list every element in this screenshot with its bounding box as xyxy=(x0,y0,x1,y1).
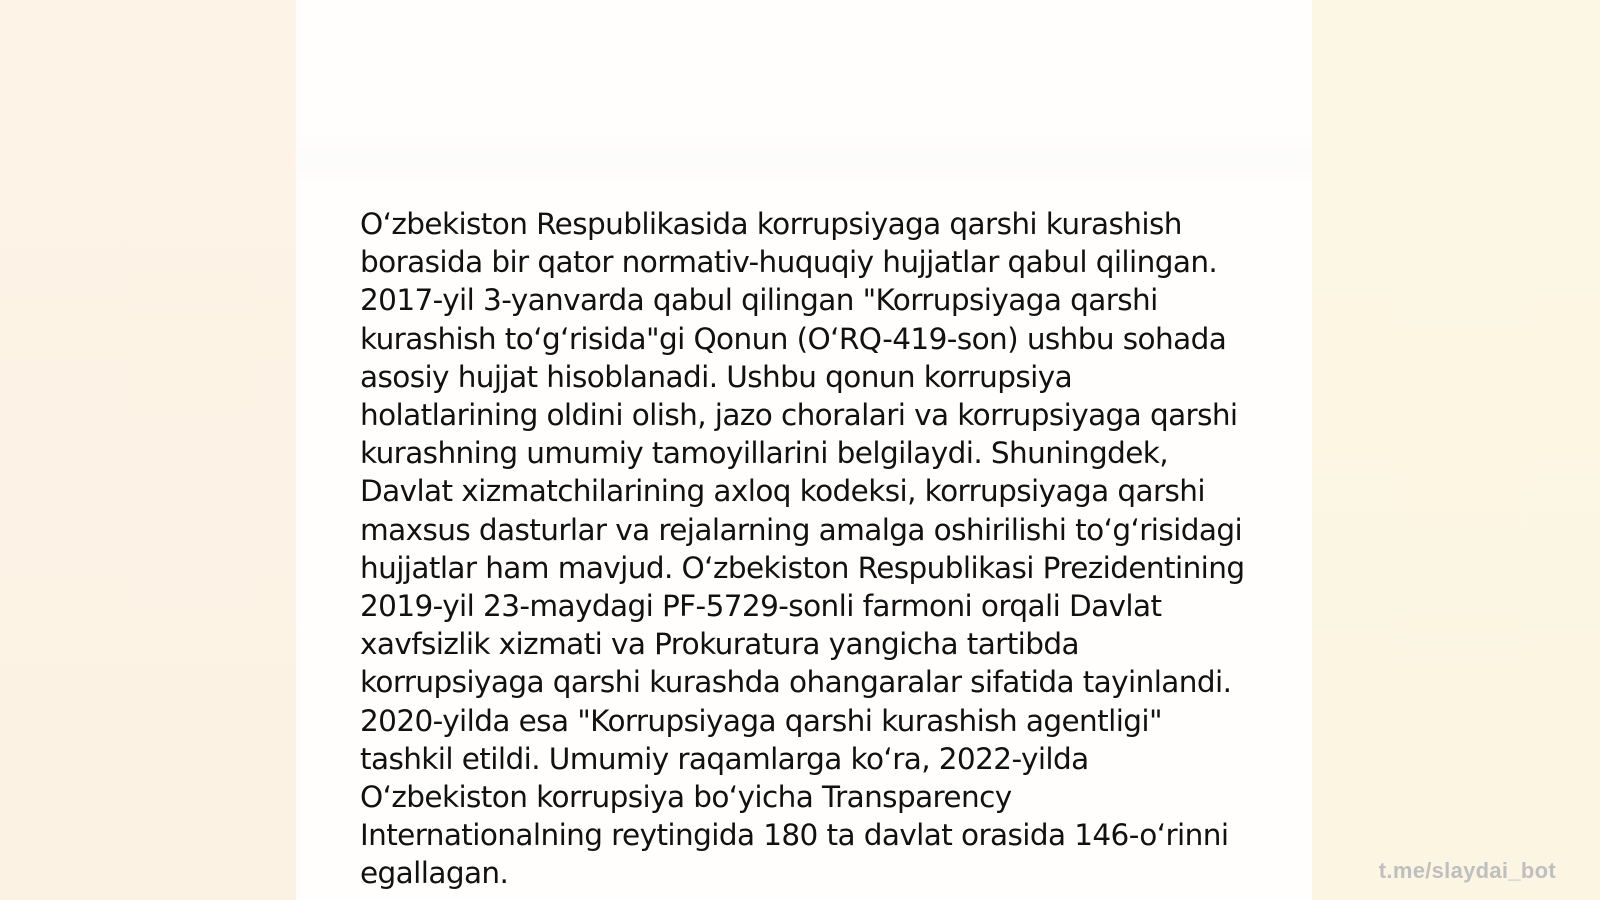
body-paragraph: O‘zbekiston Respublikasida korrupsiyaga qarshi kurashish borasida bir qator normativ-huquqiy hujjatlar qabul qilingan. 2017-yil 3-yanvarda qabul qilingan "Korrupsiyaga qarshi kurashish to‘g‘risida"gi Qonun (O‘RQ-419-son) ushbu sohada asosiy hujjat hisoblanadi. Ushbu qonun korrupsiya holatlarining oldini olish, jazo choralari va korrupsiyaga qarshi kurashning umumiy tamoyillarini belgilaydi. Shuningdek, Davlat xizmatchilarining axloq kodeksi, korrupsiyaga qarshi maxsus dasturlar va rejalarning amalga oshirilishi to‘g‘risidagi hujjatlar ham mavjud. O‘zbekiston Respublikasi Prezidentining 2019-yil 23-maydagi PF-5729-sonli farmoni orqali Davlat xavfsizlik xizmati va Prokuratura yangicha tartibda korrupsiyaga qarshi kurashda ohangaralar sifatida tayinlandi. 2020-yilda esa "Korrupsiyaga qarshi kurashish agentligi" tashkil etildi. Umumiy raqamlarga ko‘ra, 2022-yilda O‘zbekiston korrupsiya bo‘yicha Transparency Internationalning reytingida 180 ta davlat orasida 146-o‘rinni egallagan. xyxy=(360,207,1245,891)
panel-fade-band xyxy=(296,130,1312,190)
right-background xyxy=(1312,0,1600,900)
watermark-link: t.me/slaydai_bot xyxy=(1378,858,1556,883)
left-background xyxy=(0,0,296,900)
